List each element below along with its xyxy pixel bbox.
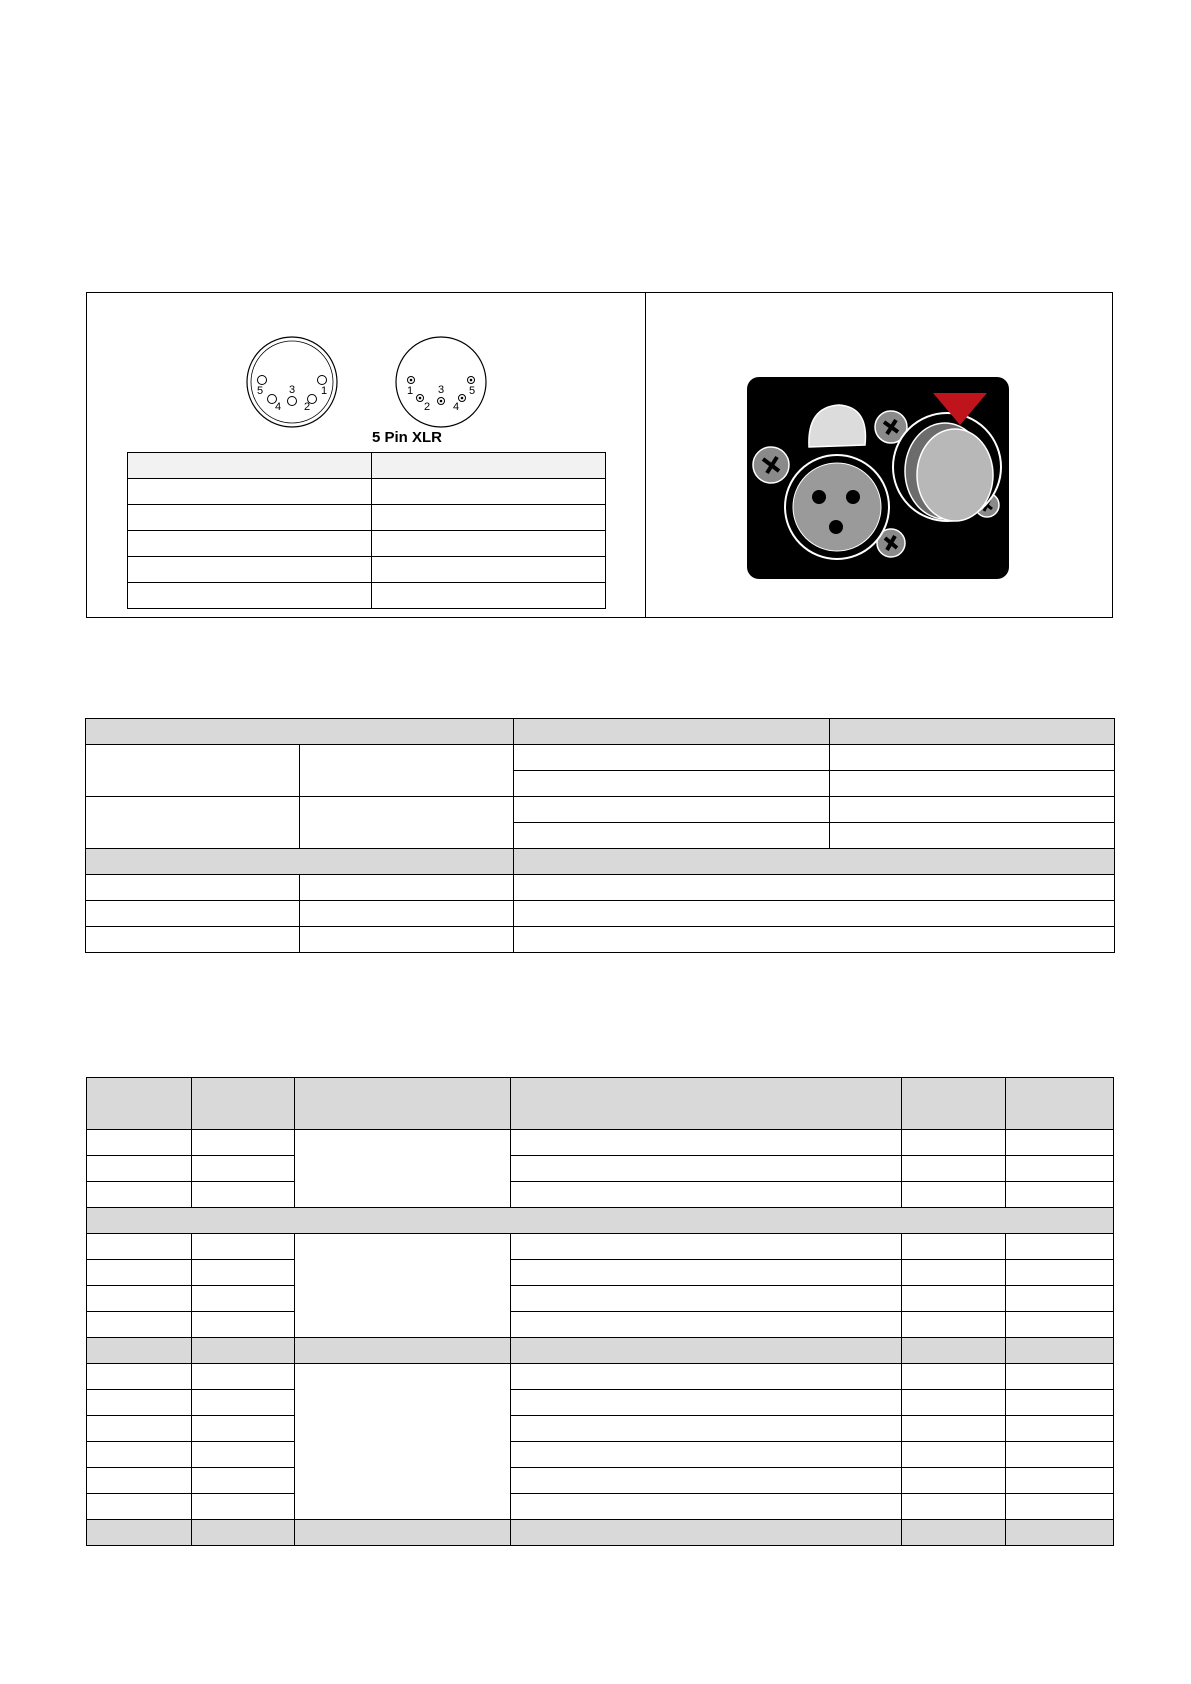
table-row — [86, 875, 1115, 901]
table-row — [86, 901, 1115, 927]
table-row — [87, 1286, 1114, 1312]
table-row — [87, 1494, 1114, 1520]
table-row — [86, 745, 1115, 771]
xlr-label: 5 Pin XLR — [371, 429, 442, 446]
table-row — [128, 583, 606, 609]
female-pin-4: 4 — [453, 401, 460, 413]
table-row — [128, 557, 606, 583]
table-row — [87, 1364, 1114, 1390]
table-row — [87, 1468, 1114, 1494]
table-row — [86, 927, 1115, 953]
male-pin-2: 2 — [304, 401, 311, 413]
xlr-pin-diagram — [87, 293, 645, 433]
female-pin-5: 5 — [469, 385, 476, 397]
table-header-row — [86, 849, 1115, 875]
table-row — [87, 1416, 1114, 1442]
male-pin-1: 1 — [321, 385, 328, 397]
table-row — [87, 1234, 1114, 1260]
table-row — [87, 1312, 1114, 1338]
xlr-male-connector — [247, 337, 337, 427]
screw-icon — [753, 447, 789, 483]
table-row — [128, 505, 606, 531]
table-row — [128, 531, 606, 557]
male-pin-3: 3 — [289, 384, 296, 396]
dmx-table — [86, 1077, 1114, 1546]
table-header-row — [87, 1078, 1114, 1130]
section-row — [87, 1520, 1114, 1546]
table-row — [87, 1260, 1114, 1286]
section-row — [87, 1208, 1114, 1234]
table-row — [87, 1442, 1114, 1468]
table-row — [87, 1182, 1114, 1208]
female-pin-3: 3 — [438, 384, 445, 396]
table-row — [87, 1156, 1114, 1182]
table-row — [87, 1130, 1114, 1156]
table-header-row — [86, 719, 1115, 745]
xlr-female-connector — [396, 337, 486, 427]
spec-table — [85, 718, 1115, 953]
table-row — [87, 1390, 1114, 1416]
pin-table — [127, 452, 606, 609]
table-row — [128, 479, 606, 505]
female-pin-2: 2 — [424, 401, 431, 413]
section-row — [87, 1338, 1114, 1364]
table-row — [128, 453, 606, 479]
male-pin-5: 5 — [257, 385, 264, 397]
male-pin-4: 4 — [275, 401, 282, 413]
xlr-socket-photo-icon — [747, 377, 1009, 579]
connector-box — [86, 292, 1113, 618]
table-row — [86, 797, 1115, 823]
female-pin-1: 1 — [407, 385, 414, 397]
box-divider — [645, 293, 646, 617]
